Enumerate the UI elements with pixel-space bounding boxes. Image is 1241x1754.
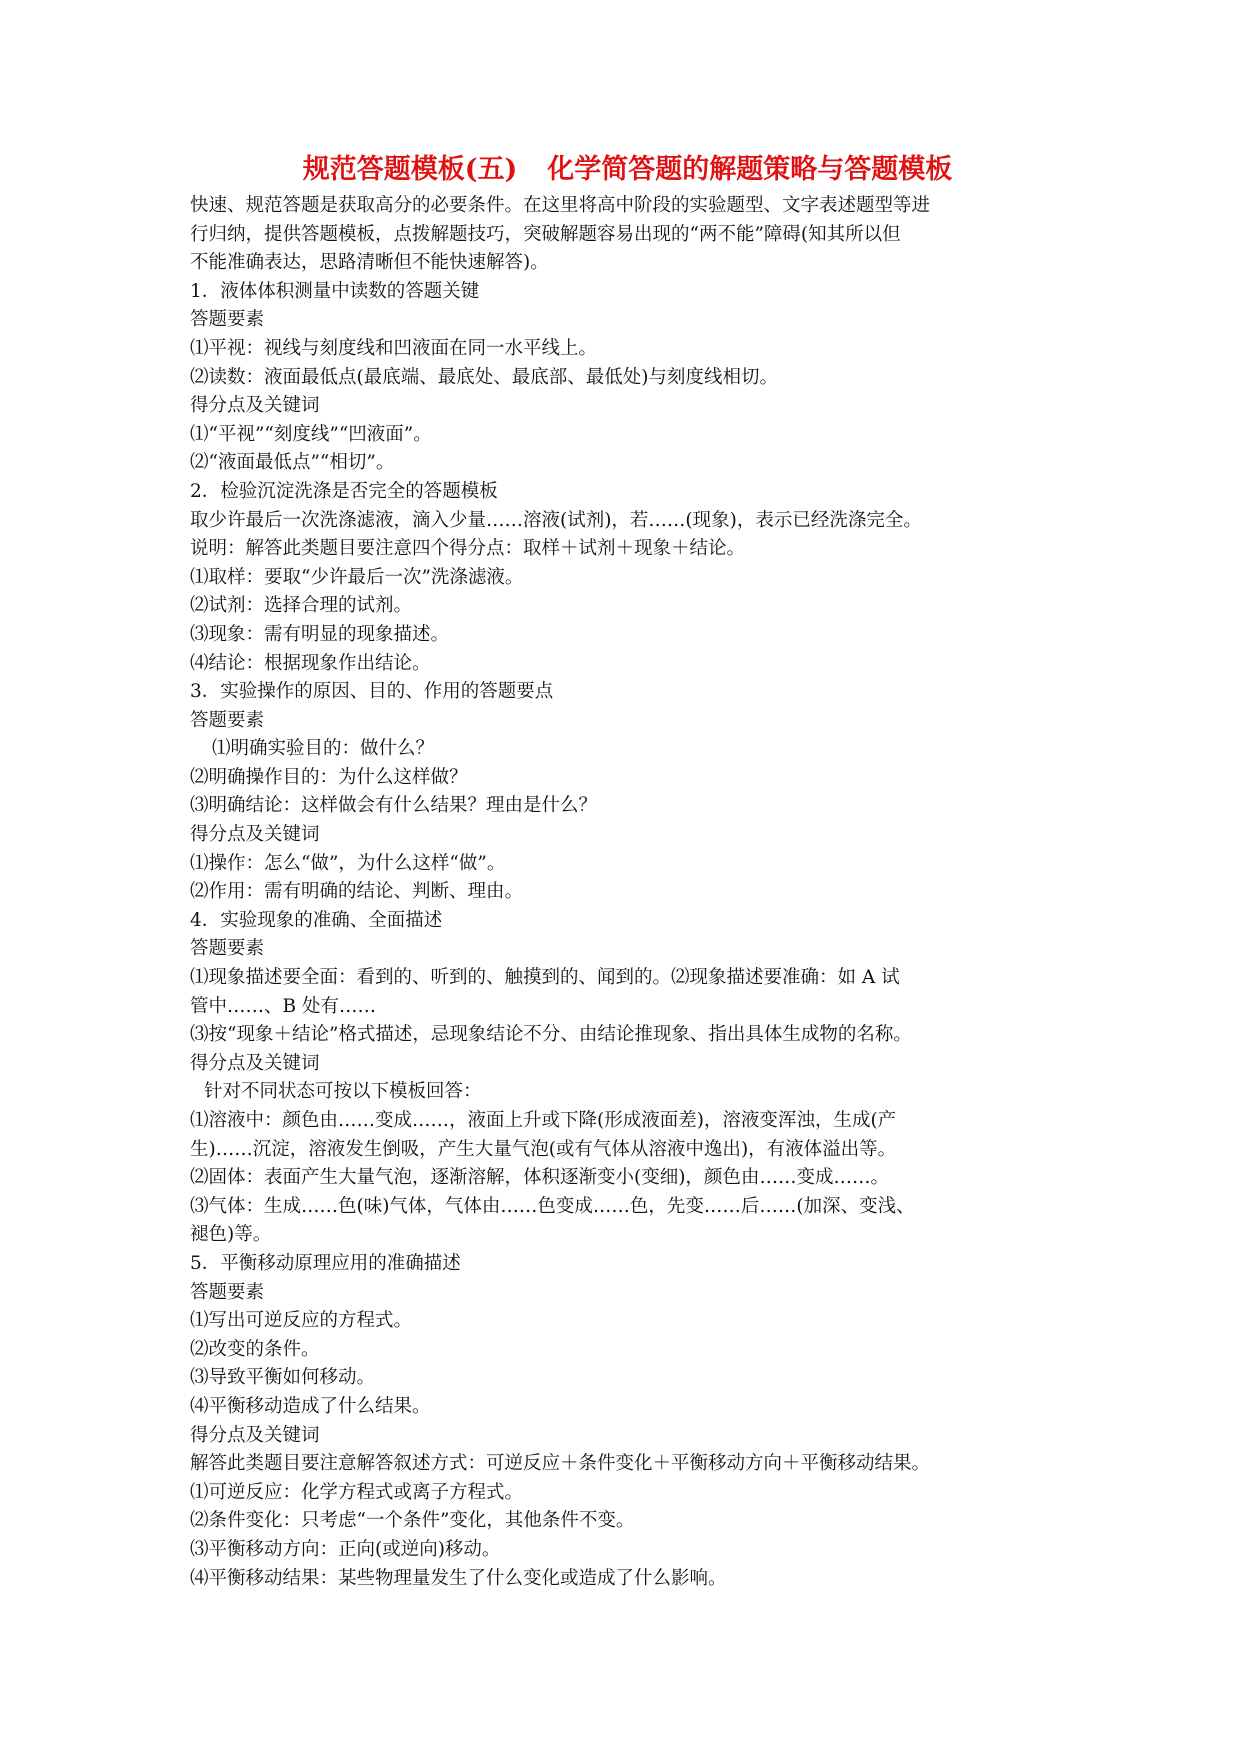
- list-item: ⑵试剂：选择合理的试剂。: [190, 595, 413, 617]
- list-item: ⑴取样：要取“少许最后一次”洗涤滤液。: [190, 566, 524, 588]
- section-5-heading: 5．平衡移动原理应用的准确描述: [190, 1252, 461, 1274]
- intro-line-3: 不能准确表达，思路清晰但不能快速解答)。: [190, 252, 549, 274]
- list-item: ⑵作用：需有明确的结论、判断、理由。: [190, 881, 524, 903]
- intro-line-2: 行归纳，提供答题模板，点拨解题技巧，突破解题容易出现的“两不能”障碍(知其所以但: [190, 223, 901, 245]
- list-item: ⑴操作：怎么“做”，为什么这样“做”。: [190, 852, 506, 874]
- subheading-scoring-keywords: 得分点及关键词: [190, 395, 320, 417]
- list-item: ⑴平视：视线与刻度线和凹液面在同一水平线上。: [190, 337, 598, 359]
- list-item: ⑵固体：表面产生大量气泡，逐渐溶解，体积逐渐变小(变细)，颜色由……变成……。: [190, 1167, 889, 1189]
- list-item-continuation: 管中……、B 处有……: [190, 995, 376, 1017]
- list-item: ⑶平衡移动方向：正向(或逆向)移动。: [190, 1538, 501, 1560]
- list-item-continuation: 褪色)等。: [190, 1224, 272, 1246]
- list-item: ⑴可逆反应：化学方程式或离子方程式。: [190, 1481, 524, 1503]
- subheading-answer-elements: 答题要素: [190, 938, 265, 960]
- subheading-answer-elements: 答题要素: [190, 709, 265, 731]
- list-item: ⑴溶液中：颜色由……变成……，液面上升或下降(形成液面差)，溶液变浑浊，生成(产: [190, 1110, 897, 1131]
- list-item: ⑴现象描述要全面：看到的、听到的、触摸到的、闻到的。⑵现象描述要准确：如 A 试: [190, 967, 900, 989]
- section-2-heading: 2．检验沉淀洗涤是否完全的答题模板: [190, 480, 498, 502]
- subheading-scoring-keywords: 得分点及关键词: [190, 1052, 320, 1074]
- subheading-answer-elements: 答题要素: [190, 1281, 265, 1303]
- list-item: ⑵明确操作目的：为什么这样做？: [190, 766, 468, 788]
- paragraph-line: 取少许最后一次洗涤滤液，滴入少量……溶液(试剂)，若……(现象)，表示已经洗涤完全。: [190, 509, 922, 531]
- subheading-scoring-keywords: 得分点及关键词: [190, 1424, 320, 1446]
- list-item: ⑶明确结论：这样做会有什么结果？理由是什么？: [190, 795, 598, 817]
- list-item: ⑴明确实验目的：做什么？: [212, 738, 435, 760]
- intro-line-1: 快速、规范答题是获取高分的必要条件。在这里将高中阶段的实验题型、文字表述题型等进: [190, 195, 931, 216]
- list-item: ⑴写出可逆反应的方程式。: [190, 1310, 413, 1332]
- list-item: ⑴“平视”“刻度线”“凹液面”。: [190, 423, 432, 445]
- section-4-heading: 4．实验现象的准确、全面描述: [190, 909, 443, 931]
- document-title: [190, 150, 1065, 190]
- document-page: [190, 150, 1065, 1593]
- section-3-heading: 3．实验操作的原因、目的、作用的答题要点: [190, 681, 554, 703]
- list-item-continuation: 生)……沉淀，溶液发生倒吸，产生大量气泡(或有气体从溶液中逸出)，有液体溢出等。: [190, 1138, 897, 1160]
- list-item: ⑶按“现象＋结论”格式描述，忌现象结论不分、由结论推现象、指出具体生成物的名称。: [190, 1024, 912, 1046]
- section-1-heading: 1．液体体积测量中读数的答题关键: [190, 280, 480, 302]
- list-item: ⑷结论：根据现象作出结论。: [190, 652, 431, 674]
- list-item: ⑶气体：生成……色(味)气体，气体由……色变成……色，先变……后……(加深、变浅、: [190, 1195, 915, 1217]
- list-item: ⑵条件变化：只考虑“一个条件”变化，其他条件不变。: [190, 1510, 635, 1532]
- subheading-answer-elements: 答题要素: [190, 309, 265, 331]
- title-part-1: 规范答题模板(五): [302, 154, 518, 185]
- list-item: ⑶导致平衡如何移动。: [190, 1367, 376, 1389]
- paragraph-line: 解答此类题目要注意解答叙述方式：可逆反应＋条件变化＋平衡移动方向＋平衡移动结果。: [190, 1453, 931, 1475]
- list-item: ⑷平衡移动结果：某些物理量发生了什么变化或造成了什么影响。: [190, 1567, 727, 1589]
- list-item: ⑷平衡移动造成了什么结果。: [190, 1395, 431, 1417]
- subheading-scoring-keywords: 得分点及关键词: [190, 824, 320, 846]
- paragraph-line: 针对不同状态可按以下模板回答：: [204, 1081, 482, 1103]
- list-item: ⑶现象：需有明显的现象描述。: [190, 623, 450, 645]
- list-item: ⑵改变的条件。: [190, 1338, 320, 1360]
- paragraph-line: 说明：解答此类题目要注意四个得分点：取样＋试剂＋现象＋结论。: [190, 538, 746, 560]
- title-part-2: 化学简答题的解题策略与答题模板: [547, 154, 953, 185]
- list-item: ⑵读数：液面最低点(最底端、最底处、最底部、最低处)与刻度线相切。: [190, 366, 778, 388]
- list-item: ⑵“液面最低点”“相切”。: [190, 452, 395, 474]
